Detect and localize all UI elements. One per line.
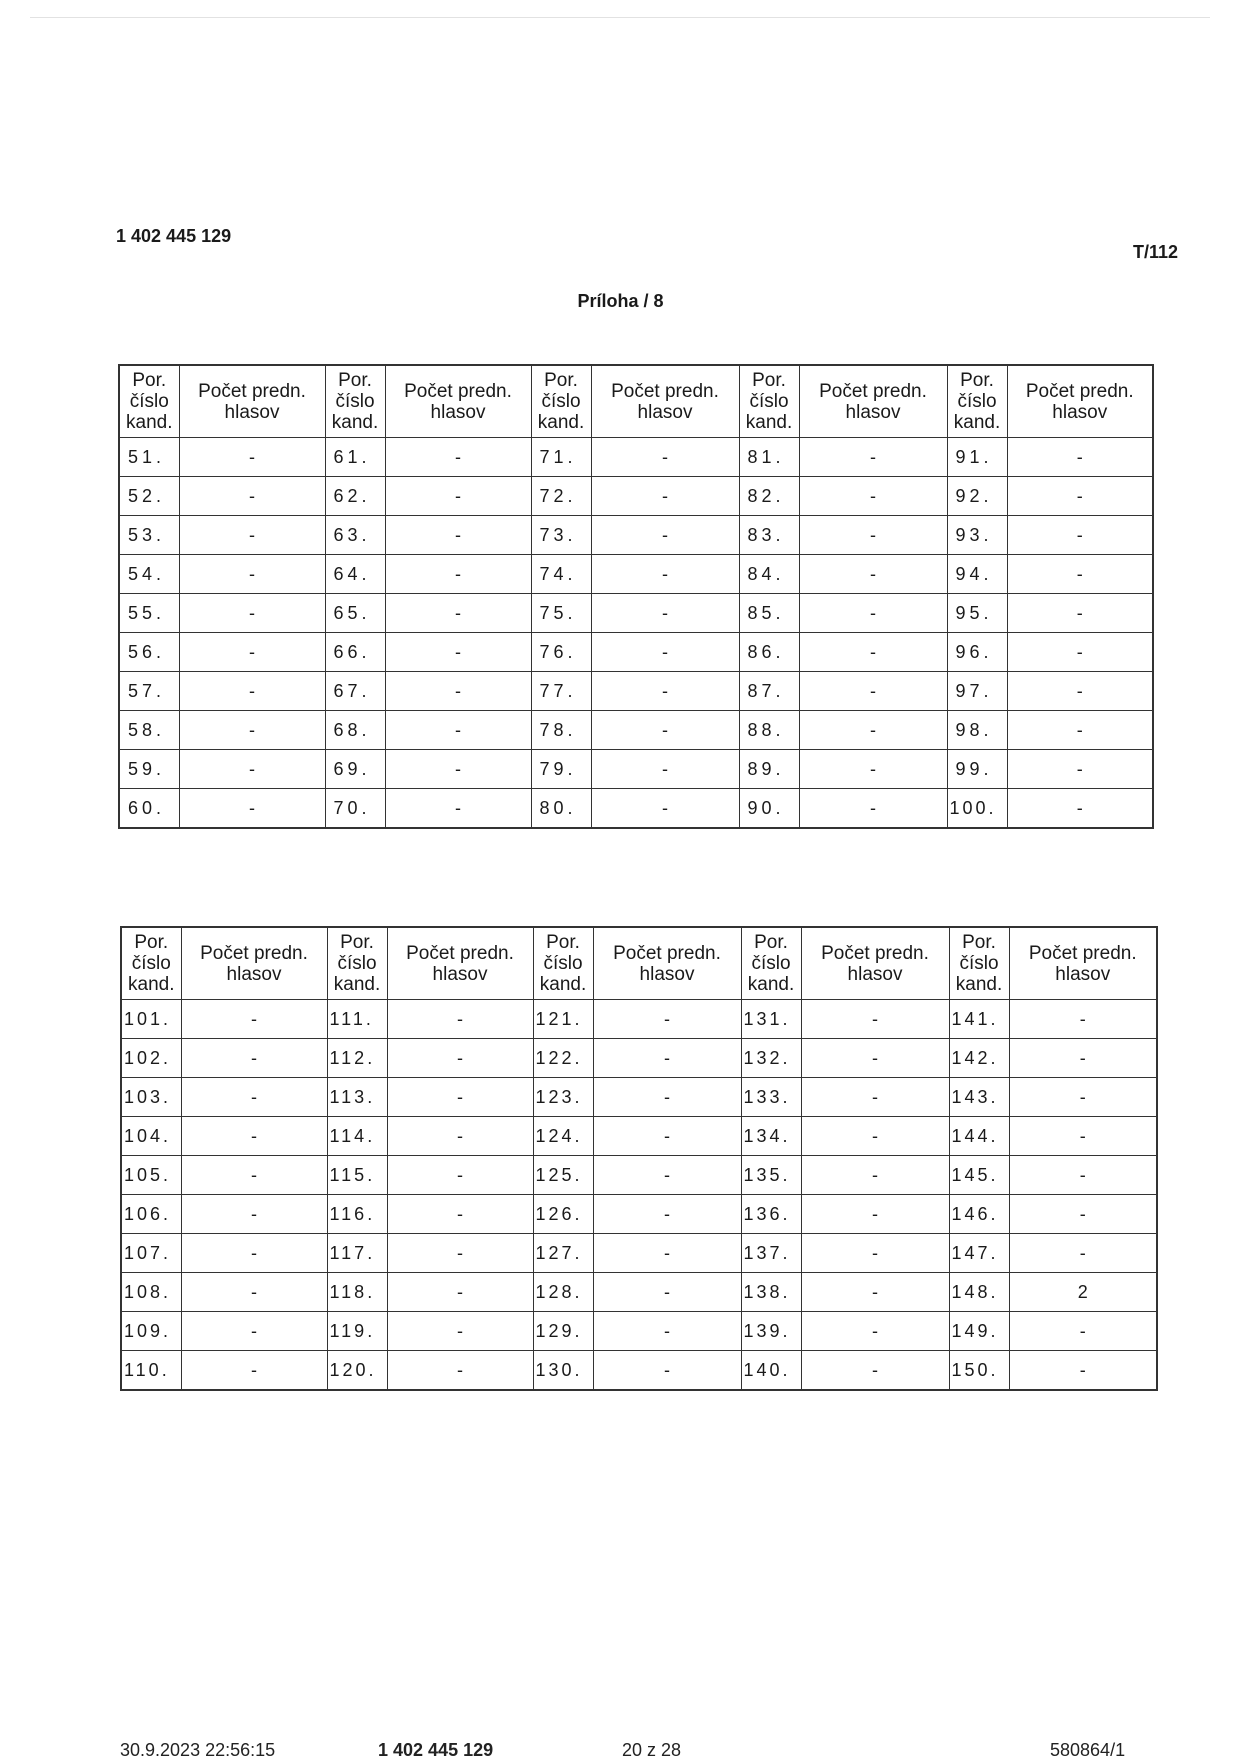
candidate-number: 55. <box>119 594 179 633</box>
preference-votes: - <box>385 672 531 711</box>
candidate-number: 104. <box>121 1117 181 1156</box>
candidate-number: 95. <box>947 594 1007 633</box>
candidate-number: 114. <box>327 1117 387 1156</box>
preference-votes: - <box>181 1000 327 1039</box>
header-preference-votes <box>801 927 949 1000</box>
candidate-number: 111. <box>327 1000 387 1039</box>
header-row <box>121 927 1157 1000</box>
header-label: Por. číslo kand. <box>128 932 175 995</box>
header-candidate-number <box>533 927 593 1000</box>
candidate-number: 125. <box>533 1156 593 1195</box>
footer-document-id: 1 402 445 129 <box>378 1740 494 1760</box>
candidate-number: 115. <box>327 1156 387 1195</box>
header-candidate-number <box>121 927 181 1000</box>
candidate-number: 145. <box>949 1156 1009 1195</box>
candidate-number: 76. <box>531 633 591 672</box>
preference-votes: - <box>1009 1234 1157 1273</box>
preference-votes: - <box>591 555 739 594</box>
candidate-number: 105. <box>121 1156 181 1195</box>
candidate-number: 129. <box>533 1312 593 1351</box>
table-row <box>119 555 1153 594</box>
preference-votes: - <box>179 438 325 477</box>
table-header <box>121 927 1157 1000</box>
preference-votes: - <box>181 1351 327 1391</box>
preference-votes: - <box>1009 1078 1157 1117</box>
preference-votes: - <box>799 750 947 789</box>
preference-votes: - <box>387 1000 533 1039</box>
preference-votes: - <box>385 438 531 477</box>
candidate-number: 63. <box>325 516 385 555</box>
preference-votes: - <box>591 711 739 750</box>
candidate-number: 139. <box>741 1312 801 1351</box>
candidate-number: 150. <box>949 1351 1009 1391</box>
candidate-number: 122. <box>533 1039 593 1078</box>
header-label: Počet predn. hlasov <box>198 380 306 423</box>
header-preference-votes <box>387 927 533 1000</box>
preference-votes: 2 <box>1009 1273 1157 1312</box>
candidate-number: 113. <box>327 1078 387 1117</box>
preference-votes: - <box>1009 1000 1157 1039</box>
header-label: Por. číslo kand. <box>953 370 1001 433</box>
candidate-number: 70. <box>325 789 385 829</box>
preference-votes: - <box>593 1078 741 1117</box>
candidate-number: 86. <box>739 633 799 672</box>
preference-votes: - <box>1007 711 1153 750</box>
preference-votes: - <box>591 633 739 672</box>
preference-votes: - <box>387 1273 533 1312</box>
header-preference-votes <box>1007 365 1153 438</box>
preference-votes-table-2 <box>120 926 1158 1391</box>
preference-votes: - <box>801 1078 949 1117</box>
preference-votes: - <box>801 1000 949 1039</box>
candidate-number: 75. <box>531 594 591 633</box>
preference-votes: - <box>591 594 739 633</box>
footer-timestamp: 30.9.2023 22:56:15 <box>120 1740 276 1760</box>
candidate-number: 108. <box>121 1273 181 1312</box>
header-label: Por. číslo kand. <box>126 370 173 433</box>
preference-votes: - <box>387 1195 533 1234</box>
preference-votes: - <box>593 1312 741 1351</box>
table-row <box>119 438 1153 477</box>
table-row <box>121 1000 1157 1039</box>
preference-votes: - <box>1007 594 1153 633</box>
candidate-number: 97. <box>947 672 1007 711</box>
candidate-number: 91. <box>947 438 1007 477</box>
preference-votes: - <box>179 711 325 750</box>
table-row <box>119 516 1153 555</box>
annex-title: Príloha / 8 <box>577 291 664 311</box>
preference-votes: - <box>1007 672 1153 711</box>
form-code: T/112 <box>1133 242 1179 262</box>
table-row <box>119 789 1153 829</box>
candidate-number: 138. <box>741 1273 801 1312</box>
candidate-number: 68. <box>325 711 385 750</box>
preference-votes: - <box>1009 1195 1157 1234</box>
candidate-number: 117. <box>327 1234 387 1273</box>
table-row <box>119 594 1153 633</box>
header-label: Počet predn. hlasov <box>1025 380 1134 423</box>
candidate-number: 147. <box>949 1234 1009 1273</box>
candidate-number: 118. <box>327 1273 387 1312</box>
preference-votes: - <box>181 1156 327 1195</box>
candidate-number: 77. <box>531 672 591 711</box>
header-candidate-number <box>741 927 801 1000</box>
preference-votes: - <box>181 1117 327 1156</box>
candidate-number: 61. <box>325 438 385 477</box>
preference-votes: - <box>387 1312 533 1351</box>
preference-votes: - <box>387 1351 533 1391</box>
candidate-number: 120. <box>327 1351 387 1391</box>
preference-votes: - <box>1007 789 1153 829</box>
preference-votes: - <box>799 711 947 750</box>
candidate-number: 123. <box>533 1078 593 1117</box>
preference-votes: - <box>385 789 531 829</box>
candidate-number: 93. <box>947 516 1007 555</box>
preference-votes: - <box>799 555 947 594</box>
candidate-number: 57. <box>119 672 179 711</box>
candidate-number: 53. <box>119 516 179 555</box>
candidate-number: 71. <box>531 438 591 477</box>
preference-votes: - <box>1009 1351 1157 1391</box>
candidate-number: 69. <box>325 750 385 789</box>
preference-votes: - <box>385 633 531 672</box>
preference-votes: - <box>385 594 531 633</box>
header-label: Počet predn. hlasov <box>819 380 927 423</box>
preference-votes: - <box>593 1000 741 1039</box>
candidate-number: 121. <box>533 1000 593 1039</box>
preference-votes: - <box>801 1117 949 1156</box>
header-candidate-number <box>739 365 799 438</box>
candidate-number: 81. <box>739 438 799 477</box>
candidate-number: 136. <box>741 1195 801 1234</box>
header-label: Por. číslo kand. <box>537 370 585 433</box>
header-label: Por. číslo kand. <box>331 370 379 433</box>
preference-votes: - <box>387 1117 533 1156</box>
candidate-number: 83. <box>739 516 799 555</box>
table-row <box>121 1234 1157 1273</box>
candidate-number: 80. <box>531 789 591 829</box>
candidate-number: 52. <box>119 477 179 516</box>
header-label: Por. číslo kand. <box>745 370 793 433</box>
candidate-number: 135. <box>741 1156 801 1195</box>
footer-page-number: 20 z 28 <box>622 1740 682 1760</box>
header-candidate-number <box>947 365 1007 438</box>
preference-votes: - <box>591 750 739 789</box>
preference-votes-table-1 <box>118 364 1154 829</box>
preference-votes: - <box>799 477 947 516</box>
preference-votes: - <box>801 1351 949 1391</box>
preference-votes: - <box>799 633 947 672</box>
preference-votes: - <box>591 672 739 711</box>
header-candidate-number <box>949 927 1009 1000</box>
preference-votes: - <box>593 1117 741 1156</box>
header-candidate-number <box>327 927 387 1000</box>
candidate-number: 85. <box>739 594 799 633</box>
header-label: Počet predn. hlasov <box>200 942 308 985</box>
preference-votes: - <box>799 438 947 477</box>
header-label: Počet predn. hlasov <box>611 380 719 423</box>
preference-votes: - <box>181 1234 327 1273</box>
header-preference-votes <box>591 365 739 438</box>
table-row <box>119 672 1153 711</box>
preference-votes: - <box>179 555 325 594</box>
preference-votes: - <box>387 1156 533 1195</box>
preference-votes: - <box>1009 1312 1157 1351</box>
header-candidate-number <box>325 365 385 438</box>
header-candidate-number <box>531 365 591 438</box>
candidate-number: 132. <box>741 1039 801 1078</box>
preference-votes: - <box>593 1234 741 1273</box>
table-row <box>119 711 1153 750</box>
preference-votes: - <box>799 516 947 555</box>
candidate-number: 54. <box>119 555 179 594</box>
preference-votes: - <box>1007 633 1153 672</box>
header-preference-votes <box>179 365 325 438</box>
candidate-number: 131. <box>741 1000 801 1039</box>
preference-votes: - <box>181 1312 327 1351</box>
preference-votes: - <box>387 1078 533 1117</box>
candidate-number: 112. <box>327 1039 387 1078</box>
header-label: Počet predn. hlasov <box>404 380 512 423</box>
preference-votes: - <box>801 1195 949 1234</box>
candidate-number: 67. <box>325 672 385 711</box>
candidate-number: 141. <box>949 1000 1009 1039</box>
candidate-number: 143. <box>949 1078 1009 1117</box>
table-row <box>121 1273 1157 1312</box>
preference-votes: - <box>593 1195 741 1234</box>
candidate-number: 79. <box>531 750 591 789</box>
candidate-number: 146. <box>949 1195 1009 1234</box>
preference-votes: - <box>799 672 947 711</box>
preference-votes: - <box>179 477 325 516</box>
preference-votes: - <box>593 1351 741 1391</box>
table-row <box>121 1039 1157 1078</box>
preference-votes: - <box>591 438 739 477</box>
preference-votes: - <box>593 1156 741 1195</box>
header-preference-votes <box>593 927 741 1000</box>
preference-votes: - <box>181 1039 327 1078</box>
table-row <box>121 1351 1157 1391</box>
candidate-number: 102. <box>121 1039 181 1078</box>
candidate-number: 60. <box>119 789 179 829</box>
table-row <box>121 1312 1157 1351</box>
header-label: Počet predn. hlasov <box>1028 942 1137 985</box>
candidate-number: 130. <box>533 1351 593 1391</box>
table-body <box>119 438 1153 829</box>
candidate-number: 72. <box>531 477 591 516</box>
candidate-number: 73. <box>531 516 591 555</box>
preference-votes: - <box>799 789 947 829</box>
preference-votes: - <box>1007 477 1153 516</box>
header-label: Por. číslo kand. <box>539 932 587 995</box>
candidate-number: 101. <box>121 1000 181 1039</box>
header-preference-votes <box>1009 927 1157 1000</box>
candidate-number: 144. <box>949 1117 1009 1156</box>
preference-votes: - <box>591 789 739 829</box>
header-label: Por. číslo kand. <box>955 932 1003 995</box>
preference-votes: - <box>179 516 325 555</box>
preference-votes: - <box>1007 750 1153 789</box>
candidate-number: 133. <box>741 1078 801 1117</box>
table-header <box>119 365 1153 438</box>
candidate-number: 99. <box>947 750 1007 789</box>
candidate-number: 78. <box>531 711 591 750</box>
preference-votes: - <box>593 1273 741 1312</box>
footer-code: 580864/1 <box>1050 1740 1126 1760</box>
table-row <box>119 750 1153 789</box>
preference-votes: - <box>1007 555 1153 594</box>
table-row <box>119 477 1153 516</box>
candidate-number: 64. <box>325 555 385 594</box>
header-candidate-number <box>119 365 179 438</box>
preference-votes: - <box>385 555 531 594</box>
candidate-number: 119. <box>327 1312 387 1351</box>
candidate-number: 110. <box>121 1351 181 1391</box>
header-label: Por. číslo kand. <box>747 932 795 995</box>
candidate-number: 106. <box>121 1195 181 1234</box>
candidate-number: 82. <box>739 477 799 516</box>
preference-votes: - <box>179 789 325 829</box>
candidate-number: 124. <box>533 1117 593 1156</box>
candidate-number: 149. <box>949 1312 1009 1351</box>
preference-votes: - <box>1009 1039 1157 1078</box>
candidate-number: 137. <box>741 1234 801 1273</box>
candidate-number: 88. <box>739 711 799 750</box>
candidate-number: 59. <box>119 750 179 789</box>
candidate-number: 126. <box>533 1195 593 1234</box>
preference-votes: - <box>387 1039 533 1078</box>
candidate-number: 116. <box>327 1195 387 1234</box>
candidate-number: 58. <box>119 711 179 750</box>
preference-votes: - <box>179 633 325 672</box>
header-label: Počet predn. hlasov <box>406 942 514 985</box>
candidate-number: 103. <box>121 1078 181 1117</box>
candidate-number: 51. <box>119 438 179 477</box>
table-row <box>121 1117 1157 1156</box>
preference-votes: - <box>801 1234 949 1273</box>
preference-votes: - <box>387 1234 533 1273</box>
candidate-number: 89. <box>739 750 799 789</box>
candidate-number: 66. <box>325 633 385 672</box>
candidate-number: 98. <box>947 711 1007 750</box>
candidate-number: 56. <box>119 633 179 672</box>
preference-votes: - <box>385 516 531 555</box>
preference-votes: - <box>181 1195 327 1234</box>
preference-votes: - <box>181 1078 327 1117</box>
candidate-number: 148. <box>949 1273 1009 1312</box>
preference-votes: - <box>181 1273 327 1312</box>
candidate-number: 134. <box>741 1117 801 1156</box>
scan-top-line <box>30 17 1210 18</box>
header-preference-votes <box>385 365 531 438</box>
preference-votes: - <box>801 1039 949 1078</box>
preference-votes: - <box>1007 516 1153 555</box>
candidate-number: 87. <box>739 672 799 711</box>
candidate-number: 74. <box>531 555 591 594</box>
preference-votes: - <box>179 672 325 711</box>
preference-votes: - <box>385 711 531 750</box>
header-label: Por. číslo kand. <box>333 932 381 995</box>
table-row <box>121 1078 1157 1117</box>
candidate-number: 94. <box>947 555 1007 594</box>
preference-votes: - <box>385 477 531 516</box>
preference-votes: - <box>179 594 325 633</box>
preference-votes: - <box>801 1156 949 1195</box>
preference-votes: - <box>1009 1117 1157 1156</box>
header-label: Počet predn. hlasov <box>821 942 929 985</box>
preference-votes: - <box>1007 438 1153 477</box>
candidate-number: 100. <box>947 789 1007 829</box>
candidate-number: 62. <box>325 477 385 516</box>
table-row <box>119 633 1153 672</box>
candidate-number: 84. <box>739 555 799 594</box>
header-preference-votes <box>181 927 327 1000</box>
candidate-number: 65. <box>325 594 385 633</box>
preference-votes: - <box>179 750 325 789</box>
preference-votes: - <box>385 750 531 789</box>
document-id: 1 402 445 129 <box>116 226 232 246</box>
candidate-number: 142. <box>949 1039 1009 1078</box>
table-row <box>121 1195 1157 1234</box>
preference-votes: - <box>593 1039 741 1078</box>
candidate-number: 90. <box>739 789 799 829</box>
preference-votes: - <box>801 1273 949 1312</box>
candidate-number: 92. <box>947 477 1007 516</box>
preference-votes: - <box>1009 1156 1157 1195</box>
candidate-number: 127. <box>533 1234 593 1273</box>
preference-votes: - <box>801 1312 949 1351</box>
table-body <box>121 1000 1157 1391</box>
candidate-number: 109. <box>121 1312 181 1351</box>
preference-votes: - <box>591 477 739 516</box>
candidate-number: 96. <box>947 633 1007 672</box>
preference-votes: - <box>591 516 739 555</box>
candidate-number: 140. <box>741 1351 801 1391</box>
candidate-number: 128. <box>533 1273 593 1312</box>
header-label: Počet predn. hlasov <box>613 942 721 985</box>
preference-votes: - <box>799 594 947 633</box>
header-row <box>119 365 1153 438</box>
header-preference-votes <box>799 365 947 438</box>
table-row <box>121 1156 1157 1195</box>
candidate-number: 107. <box>121 1234 181 1273</box>
